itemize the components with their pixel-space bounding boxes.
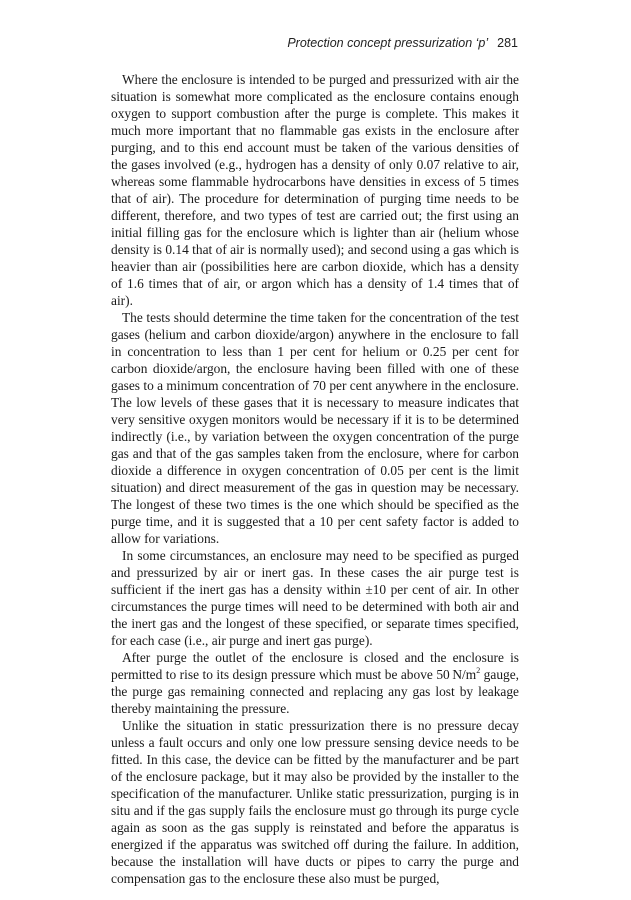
paragraph-5: Unlike the situation in static pressurization there is no pressure decay unless a fault occurs and only one low pressure sensing device needs to be fitted. In this case, the device can be fitted by the manufacturer and be part of the enclosure package, but it may also be provided by the installer to the specification of the manufacturer. Unlike static pressurization, purging is in situ and if the gas supply fails the enclosure must go through its purge cycle again as soon as the gas supply is reinstated and before the apparatus is energized if the apparatus was switched off during the failure. In addition, because the installation will have ducts or pipes to carry the purge and compensation gas to the enclosure these also must be purged,	[111, 718, 519, 886]
page-number: 281	[497, 36, 518, 50]
chapter-title: Protection concept pressurization ‘p’	[287, 36, 489, 50]
paragraph-4	[111, 649, 519, 717]
paragraph-1: Where the enclosure is intended to be purged and pressurized with air the situation is somewhat more complicated as the enclosure contains enough oxygen to support combustion after the purge is complete. This makes it much more important that no flammable gas exists in the enclosure after purging, and to this end account must be taken of the various densities of the gases involved (e.g., hydrogen has a density of only 0.07 relative to air, whereas some flammable hydrocarbons have densities in excess of 5 times that of air). The procedure for determination of purging time needs to be different, therefore, and two types of test are carried out; the first using an initial filling gas for the enclosure which is lighter than air (helium whose density is 0.14 that of air is normally used); and second using a gas which is heavier than air (possibilities here are carbon dioxide, which has a density of 1.6 times that of air, or argon which has a density of 1.4 times that of air).	[111, 72, 519, 308]
paragraph-2: The tests should determine the time taken for the concentration of the test gases (helium and carbon dioxide/argon) anywhere in the enclosure to fall in concentration to less than 1 per cent for helium or 0.25 per cent for carbon dioxide/argon, the enclosure having been filled with one of these gases to a minimum concentration of 70 per cent anywhere in the enclosure. The low levels of these gases that it is necessary to measure indicates that very sensitive oxygen monitors would be necessary if it is to be determined indirectly (i.e., by variation between the oxygen concentration of the purge gas and that of the gas samples taken from the enclosure, where for carbon dioxide a difference in oxygen concentration of 0.05 per cent is the limit situation) and direct measurement of the gas in question may be necessary. The longest of these two times is the one which should be specified as the purge time, and it is suggested that a 10 per cent safety factor is added to allow for variations.	[111, 310, 519, 546]
running-header	[287, 36, 518, 50]
paragraph-4-part-1: After purge the outlet of the enclosure is closed and the enclosure is permitted to rise to its design pressure which must be above 50 N/m	[111, 650, 519, 682]
body-text	[111, 71, 519, 887]
superscript-2: 2	[476, 665, 481, 675]
paragraph-4-part-2: gauge, the purge gas remaining connected and replacing any gas lost by leakage thereby maintaining the pressure.	[111, 667, 519, 716]
paragraph-3: In some circumstances, an enclosure may need to be specified as purged and pressurized by air or inert gas. In these cases the air purge test is sufficient if the inert gas has a density within ±10 per cent of air. In other circumstances the purge times will need to be determined with both air and the inert gas and the longest of these specified, or separate times specified, for each case (i.e., air purge and inert gas purge).	[111, 548, 519, 648]
